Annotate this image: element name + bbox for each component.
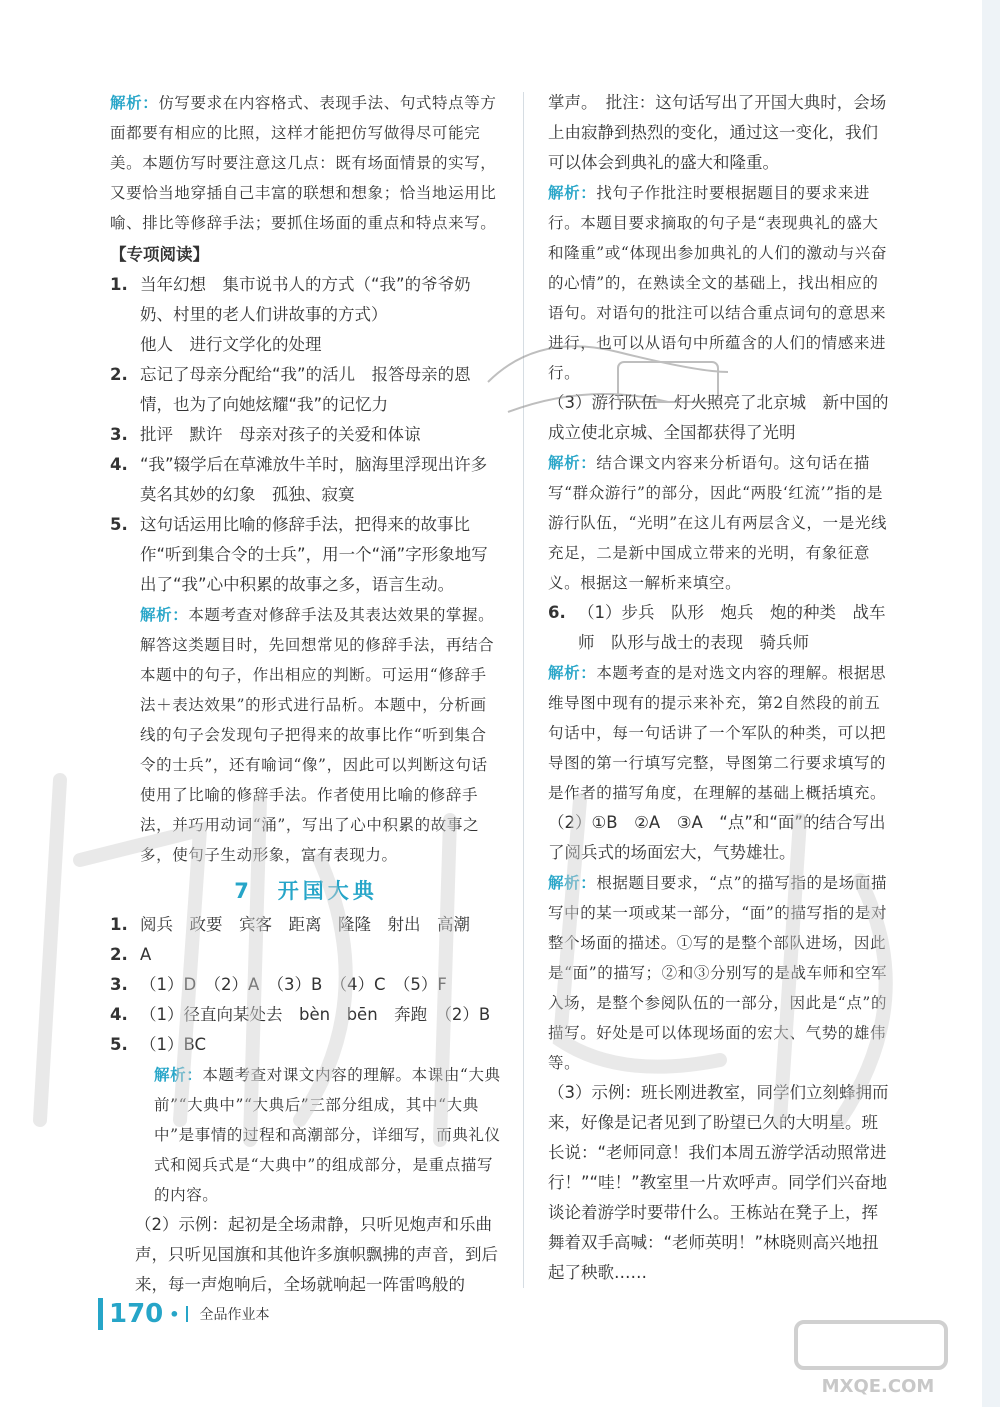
item-body: （1）D （2）A （3）B （4）C （5）F [140,975,447,994]
item-number: 5. [110,515,128,534]
item-number: 2. [110,945,128,964]
answer-item [110,360,502,420]
item-number: 3. [110,975,128,994]
question-number: 6. [548,603,566,622]
item-number: 5. [110,1035,128,1054]
item-line: 这句话运用比喻的修辞手法，把得来的故事比作“听到集合令的士兵”，用一个“涌”字形象地写出了“我”心中积累的故事之多，语言生动。 [140,515,488,594]
item-body [140,270,502,360]
analysis-label: 解析 [548,453,581,472]
analysis-text: 仿写要求在内容格式、表现手法、句式特点等方面都要有相应的比照，这样才能把仿写做得尽可能完美。本题仿写时要注意这几点：既有场面情景的实写，又要恰当地穿插自己丰富的联想和想象；恰当地运用比喻、排比等修辞手法；要抓住场面的重点和特点来写。 [110,94,497,232]
item-line: 忘记了母亲分配给“我”的活儿 报答母亲的恩情，也为了向她炫耀“我”的记忆力 [140,365,471,414]
analysis-text: 找句子作批注时要根据题目的要求来进行。本题目要求摘取的句子是“表现典礼的盛大和隆重”或“体现出参加典礼的人们的激动与兴奋的心情”的，在熟读全文的基础上，找出相应的语句。对语句的批注可以结合重点词句的意思来进行，也可以从语句中所蕴含的人们的情感来进行。 [548,184,888,382]
section-title: 【专项阅读】 [110,245,209,264]
item-number: 3. [110,425,128,444]
answer-q6-2: （2）①B ②A ③A “点”和“面”的结合写出了阅兵式的场面宏大，气势雄壮。 [548,813,886,862]
right-edge-strip [982,0,1000,1407]
item-body: （1）BC [140,1035,207,1054]
footer-accent-bar [98,1298,103,1330]
item-body: A [140,945,152,964]
answer-item [110,420,502,450]
item-body [140,360,502,420]
item-number: 4. [110,1005,128,1024]
analysis-text: 本题考查对课文内容的理解。本课由“大典前”“大典中”“大典后”三部分组成，其中“大典中”是事情的过程和高潮部分，详细写，而典礼仪式和阅兵式是“大典中”的组成部分，是重点描写的内容。 [154,1066,501,1204]
item-line: 当年幻想 集市说书人的方式（“我”的爷爷奶奶、村里的老人们讲故事的方式） [140,275,471,324]
analysis-label: 解析 [154,1065,187,1084]
item-number: 1. [110,915,128,934]
watermark-url: MXQE.COM [821,1376,935,1397]
item-body [140,510,502,600]
watermark-logo [782,1318,974,1402]
question-6 [548,598,893,658]
intro-analysis: 解析：仿写要求在内容格式、表现手法、句式特点等方面都要有相应的比照，这样才能把仿写做得尽可能完美。本题仿写时要注意这几点：既有场面情景的实写，又要恰当地穿插自己丰富的联想和想象；恰当地运用比喻、排比等修辞手法；要抓住场面的重点和特点来写。 [110,93,497,232]
item-line: 批评 默许 母亲对孩子的关爱和体谅 [140,425,421,444]
item-body [140,450,502,510]
c5-part2: （2）示例：起初是全场肃静，只听见炮声和乐曲声，只听见国旗和其他许多旗帜飘拂的声音，到后来，每一声炮响后，全场就响起一阵雷鸣般的 [135,1215,498,1294]
answer-item [110,450,502,510]
item5-analysis: 解析：本题考查对修辞手法及其表达效果的掌握。解答这类题目时，先回想常见的修辞手法，再结合本题中的句子，作出相应的判断。可运用“修辞手法＋表达效果”的形式进行品析。本题中，分析画线的句子会发现句子把得来的故事比作“听到集合令的士兵”，还有喻词“像”，因此可以判断这句话使用了比喻的修辞手法。作者使用比喻的修辞手法，并巧用动词“涌”，写出了心中积累的故事之多，使句子生动形象，富有表现力。 [140,605,495,864]
analysis-block-4: 解析：根据题目要求，“点”的描写指的是场面描写中的某一项或某一部分，“面”的描写指的是对整个场面的描述。①写的是整个部队进场，因此是“面”的描写；②和③分别写的是战车师和空军入场，是整个参阅队伍的一部分，因此是“点”的描写。好处是可以体现场面的宏大、气势的雄伟等。 [548,873,888,1072]
analysis-block-1: 解析：找句子作批注时要根据题目的要求来进行。本题目要求摘取的句子是“表现典礼的盛大和隆重”或“体现出参加典礼的人们的激动与兴奋的心情”的，在熟读全文的基础上，找出相应的语句。对语句的批注可以结合重点词句的意思来进行，也可以从语句中所蕴含的人们的情感来进行。 [548,183,888,382]
book-title: 全品作业本 [199,1307,270,1323]
item-body [140,420,502,450]
analysis-text: 结合课文内容来分析语句。这句话在描写“群众游行”的部分，因此“两股‘红流’”指的是游行队伍，“光明”在这儿有两层含义，一是光线充足，二是新中国成立带来的光明，有象征意义。根据这一解析来填空。 [548,454,888,592]
page-number: 170 [109,1299,164,1329]
item-number: 2. [110,365,128,384]
footer-dot: • [169,1304,180,1324]
item-body: 阅兵 政要 宾客 距离 隆隆 射出 高潮 [140,915,470,934]
answer-item [110,510,502,600]
analysis-label: 解析 [548,663,581,682]
answer-item [110,270,502,360]
analysis-label: 解析 [548,873,581,892]
analysis-text: 根据题目要求，“点”的描写指的是场面描写中的某一项或某一部分，“面”的描写指的是对整个场面的描述。①写的是整个部队进场，因此是“面”的描写；②和③分别写的是战车师和空军入场，是整个参阅队伍的一部分，因此是“点”的描写。好处是可以体现场面的宏大、气势的雄伟等。 [548,874,888,1072]
item-number: 1. [110,275,128,294]
analysis-block-3: 解析：本题考查的是对选文内容的理解。根据思维导图中现有的提示来补充，第2自然段的前五句话中，每一句话讲了一个军队的种类，可以把导图的第一行填写完整，导图第二行要求填写的是作者的描写角度，在理解的基础上概括填充。 [548,663,887,802]
answer-q6-3: （3）示例：班长刚进教室，同学们立刻蜂拥而来，好像是记者见到了盼望已久的大明星。班长说：“老师同意！我们本周五游学活动照常进行！”“哇！”教室里一片欢呼声。同学们兴奋地谈论着游学时要带什么。王栋站在凳子上，挥舞着双手高喊：“老师英明！”林晓则高兴地扭起了秧歌…… [548,1083,889,1282]
continued-answer: 掌声。 批注：这句话写出了开国大典时，会场上由寂静到热烈的变化，通过这一变化，我们可以体会到典礼的盛大和隆重。 [548,93,887,172]
footer-separator [186,1306,188,1322]
analysis-label: 解析 [140,605,173,624]
item-line: “我”辍学后在草滩放牛羊时，脑海里浮现出许多莫名其妙的幻象 孤独、寂寞 [140,455,488,504]
watermark-strokes [20,740,980,1160]
reading-answers [110,270,502,600]
chapter-title: 7 开国大典 [234,879,378,903]
page-footer [98,1296,270,1332]
analysis-label: 解析 [548,183,581,202]
c5-analysis: 解析：本题考查对课文内容的理解。本课由“大典前”“大典中”“大典后”三部分组成，其中“大典中”是事情的过程和高潮部分，详细写，而典礼仪式和阅兵式是“大典中”的组成部分，是重点描写的内容。 [154,1065,501,1204]
answer-q3: （3）游行队伍 灯火照亮了北京城 新中国的成立使北京城、全国都获得了光明 [548,393,889,442]
answer-q6-1: （1）步兵 队形 炮兵 炮的种类 战车师 队形与战士的表现 骑兵师 [578,603,886,652]
item-body: （1）径直向某处去 bèn bēn 奔跑 （2）B [140,1005,491,1024]
analysis-text: 本题考查对修辞手法及其表达效果的掌握。解答这类题目时，先回想常见的修辞手法，再结合本题中的句子，作出相应的判断。可运用“修辞手法＋表达效果”的形式进行品析。本题中，分析画线的句子会发现句子把得来的故事比作“听到集合令的士兵”，还有喻词“像”，因此可以判断这句话使用了比喻的修辞手法。作者使用比喻的修辞手法，并巧用动词“涌”，写出了心中积累的故事之多，使句子生动形象，富有表现力。 [140,606,495,864]
analysis-label: 解析 [110,93,143,112]
analysis-text: 本题考查的是对选文内容的理解。根据思维导图中现有的提示来补充，第2自然段的前五句话中，每一句话讲了一个军队的种类，可以把导图的第一行填写完整，导图第二行要求填写的是作者的描写角度，在理解的基础上概括填充。 [548,664,887,802]
item-line: 他人 进行文学化的处理 [140,335,322,354]
analysis-block-2: 解析：结合课文内容来分析语句。这句话在描写“群众游行”的部分，因此“两股‘红流’”指的是游行队伍，“光明”在这儿有两层含义，一是光线充足，二是新中国成立带来的光明，有象征意义。根据这一解析来填空。 [548,453,888,592]
item-number: 4. [110,455,128,474]
stamp-mark [468,322,738,452]
